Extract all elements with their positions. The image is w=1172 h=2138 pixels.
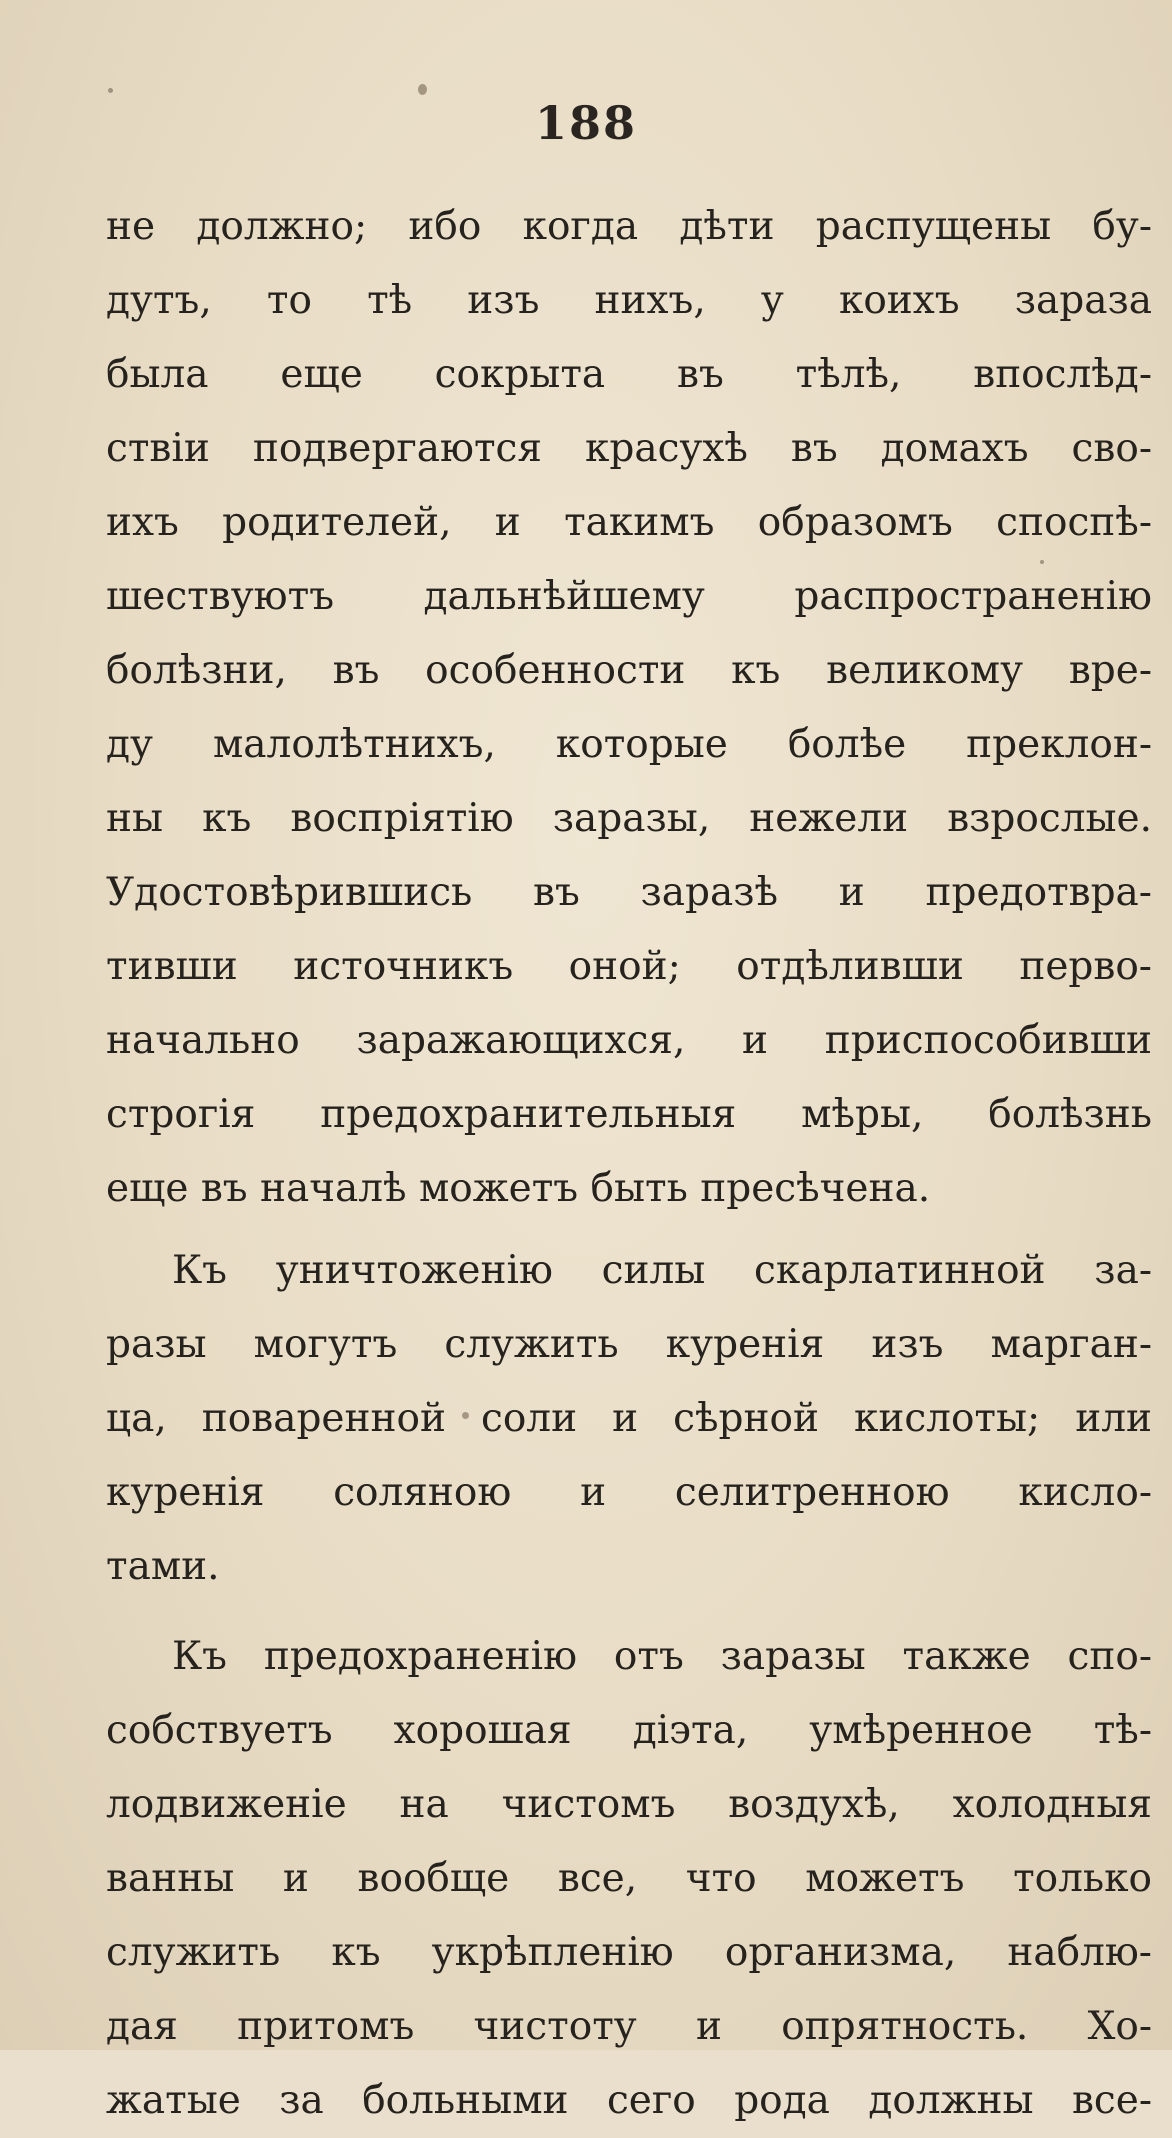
text-line: служить къ укрѣпленію организма, наблю- [106,1930,1152,1975]
page-number: 188 [534,96,638,150]
text-line: лодвиженіе на чистомъ воздухѣ, холодныя [106,1782,1152,1827]
text-line: дая притомъ чистоту и опрятность. Хо- [106,2004,1152,2049]
text-line: куренія соляною и селитренною кисло- [106,1470,1152,1515]
ink-spot [418,84,427,95]
text-line: жатые за больными сего рода должны все- [106,2078,1152,2123]
paragraph [106,1234,1152,1604]
text-line: разы могутъ служить куренія изъ марган- [106,1322,1152,1367]
text-line: ду малолѣтнихъ, которые болѣе преклон- [106,722,1152,767]
text-line: тивши источникъ оной; отдѣливши перво- [106,944,1152,989]
text-line: Къ предохраненію отъ заразы также спо- [172,1634,1152,1679]
text-line: строгія предохранительныя мѣры, болѣзнь [106,1092,1152,1137]
text-line: начально заражающихся, и приспособивши [106,1018,1152,1063]
text-line: собствуетъ хорошая діэта, умѣренное тѣ- [106,1708,1152,1753]
text-line: еще въ началѣ можетъ быть пресѣчена. [106,1166,931,1211]
text-line: ствіи подвергаются красухѣ въ домахъ сво- [106,426,1152,471]
text-line: Къ уничтоженію силы скарлатинной за- [172,1248,1152,1293]
ink-spot [108,88,113,93]
text-line: ны къ воспріятію заразы, нежели взрослые. [106,796,1152,841]
text-line: была еще сокрыта въ тѣлѣ, впослѣд- [106,352,1152,397]
text-line: ванны и вообще все, что можетъ только [106,1856,1152,1901]
text-line: ца, поваренной соли и сѣрной кислоты; или [106,1396,1152,1441]
text-line: дутъ, то тѣ изъ нихъ, у коихъ зараза [106,278,1152,323]
paragraph [106,1620,1152,2138]
body-text [106,190,1152,2138]
text-line: болѣзни, въ особенности къ великому вре- [106,648,1152,693]
paragraph [106,190,1152,1226]
text-line: Удостовѣрившись въ заразѣ и предотвра- [106,870,1152,915]
text-line: тами. [106,1544,220,1589]
text-line: шествуютъ дальнѣйшему распространенію [106,574,1152,619]
text-line: не должно; ибо когда дѣти распущены бу- [106,204,1152,249]
text-line: ихъ родителей, и такимъ образомъ споспѣ- [106,500,1152,545]
